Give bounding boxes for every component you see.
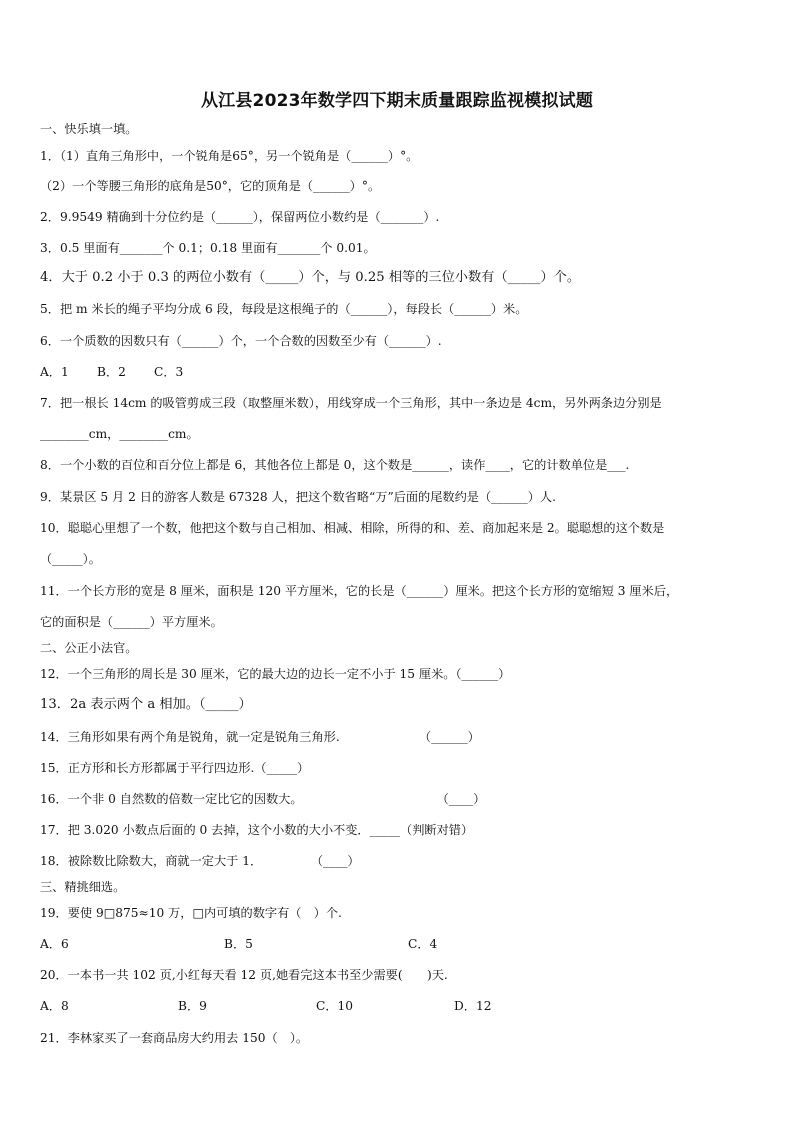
question-5: 5．把 m 米长的绳子平均分成 6 段，每段是这根绳子的（______），每段长（______）米。 <box>40 302 528 316</box>
question-8: 8．一个小数的百位和百分位上都是 6，其他各位上都是 0，这个数是______，读作____，它的计数单位是___. <box>40 458 630 472</box>
section-heading-3: 三、精挑细选。 <box>40 880 126 894</box>
option-c: C．4 <box>408 937 438 951</box>
option-a: A．6 <box>40 937 69 951</box>
question-3: 3．0.5 里面有_______个 0.1；0.18 里面有_______个 0.01。 <box>40 241 376 255</box>
question-6: 6．一个质数的因数只有（______）个，一个合数的因数至少有（______）. <box>40 334 442 348</box>
question-18: 18．被除数比除数大，商就一定大于 1． （____） <box>40 854 360 868</box>
option-b: B．5 <box>224 937 253 951</box>
section-heading-1: 一、快乐填一填。 <box>40 122 138 136</box>
question-11-part-1: 11．一个长方形的宽是 8 厘米，面积是 120 平方厘米，它的长是（______）厘米。把这个长方形的宽缩短 3 厘米后， <box>40 584 679 598</box>
question-6-options <box>40 364 760 380</box>
option-b: B．9 <box>178 999 207 1013</box>
section-heading-2: 二、公正小法官。 <box>40 641 138 655</box>
question-14: 14．三角形如果有两个角是锐角，就一定是锐角三角形. （______） <box>40 730 480 744</box>
question-17: 17．把 3.020 小数点后面的 0 去掉，这个小数的大小不变．_____（判断对错） <box>40 823 474 837</box>
question-15: 15．正方形和长方形都属于平行四边形.（_____） <box>40 761 310 775</box>
question-1-part-2: （2）一个等腰三角形的底角是50°，它的顶角是（______）°。 <box>40 179 381 193</box>
question-16: 16．一个非 0 自然数的倍数一定比它的因数大。 （____） <box>40 792 486 806</box>
option-b: B．2 <box>97 365 126 379</box>
question-19: 19．要使 9□875≈10 万，□内可填的数字有（ ）个. <box>40 906 342 920</box>
question-7-part-1: 7．把一根长 14cm 的吸管剪成三段（取整厘米数），用线穿成一个三角形，其中一条边是 4cm，另外两条边分别是 <box>40 396 662 410</box>
page-title: 从江县2023年数学四下期末质量跟踪监视模拟试题 <box>200 91 594 111</box>
question-12: 12．一个三角形的周长是 30 厘米，它的最大边的边长一定不小于 15 厘米。（______） <box>40 667 511 681</box>
option-a: A．8 <box>40 999 69 1013</box>
question-21: 21．李林家买了一套商品房大约用去 150（ ）。 <box>40 1031 309 1045</box>
option-a: A．1 <box>40 365 69 379</box>
option-c: C．10 <box>316 999 354 1013</box>
question-10-part-2: （_____）。 <box>40 552 101 566</box>
question-13: 13．2a 表示两个 a 相加。（_____） <box>40 697 252 712</box>
question-1-part-1: 1．（1）直角三角形中，一个锐角是65°，另一个锐角是（______）°。 <box>40 149 419 163</box>
question-10-part-1: 10．聪聪心里想了一个数，他把这个数与自己相加、相减、相除，所得的和、差、商加起来是 2。聪聪想的这个数是 <box>40 521 665 535</box>
question-19-options <box>40 936 760 952</box>
option-d: D．12 <box>454 999 492 1013</box>
question-11-part-2: 它的面积是（______）平方厘米。 <box>40 615 223 629</box>
question-20: 20．一本书一共 102 页,小红每天看 12 页,她看完这本书至少需要( )天. <box>40 968 448 982</box>
question-9: 9．某景区 5 月 2 日的游客人数是 67328 人，把这个数省略“万”后面的尾数约是（______）人. <box>40 490 556 504</box>
option-c: C．3 <box>154 365 184 379</box>
question-7-part-2: ________cm，________cm。 <box>40 427 199 441</box>
question-4: 4．大于 0.2 小于 0.3 的两位小数有（_____）个，与 0.25 相等的三位小数有（_____）个。 <box>40 270 581 285</box>
question-2: 2．9.9549 精确到十分位约是（______），保留两位小数约是（_______）. <box>40 210 440 224</box>
question-20-options <box>40 998 760 1014</box>
